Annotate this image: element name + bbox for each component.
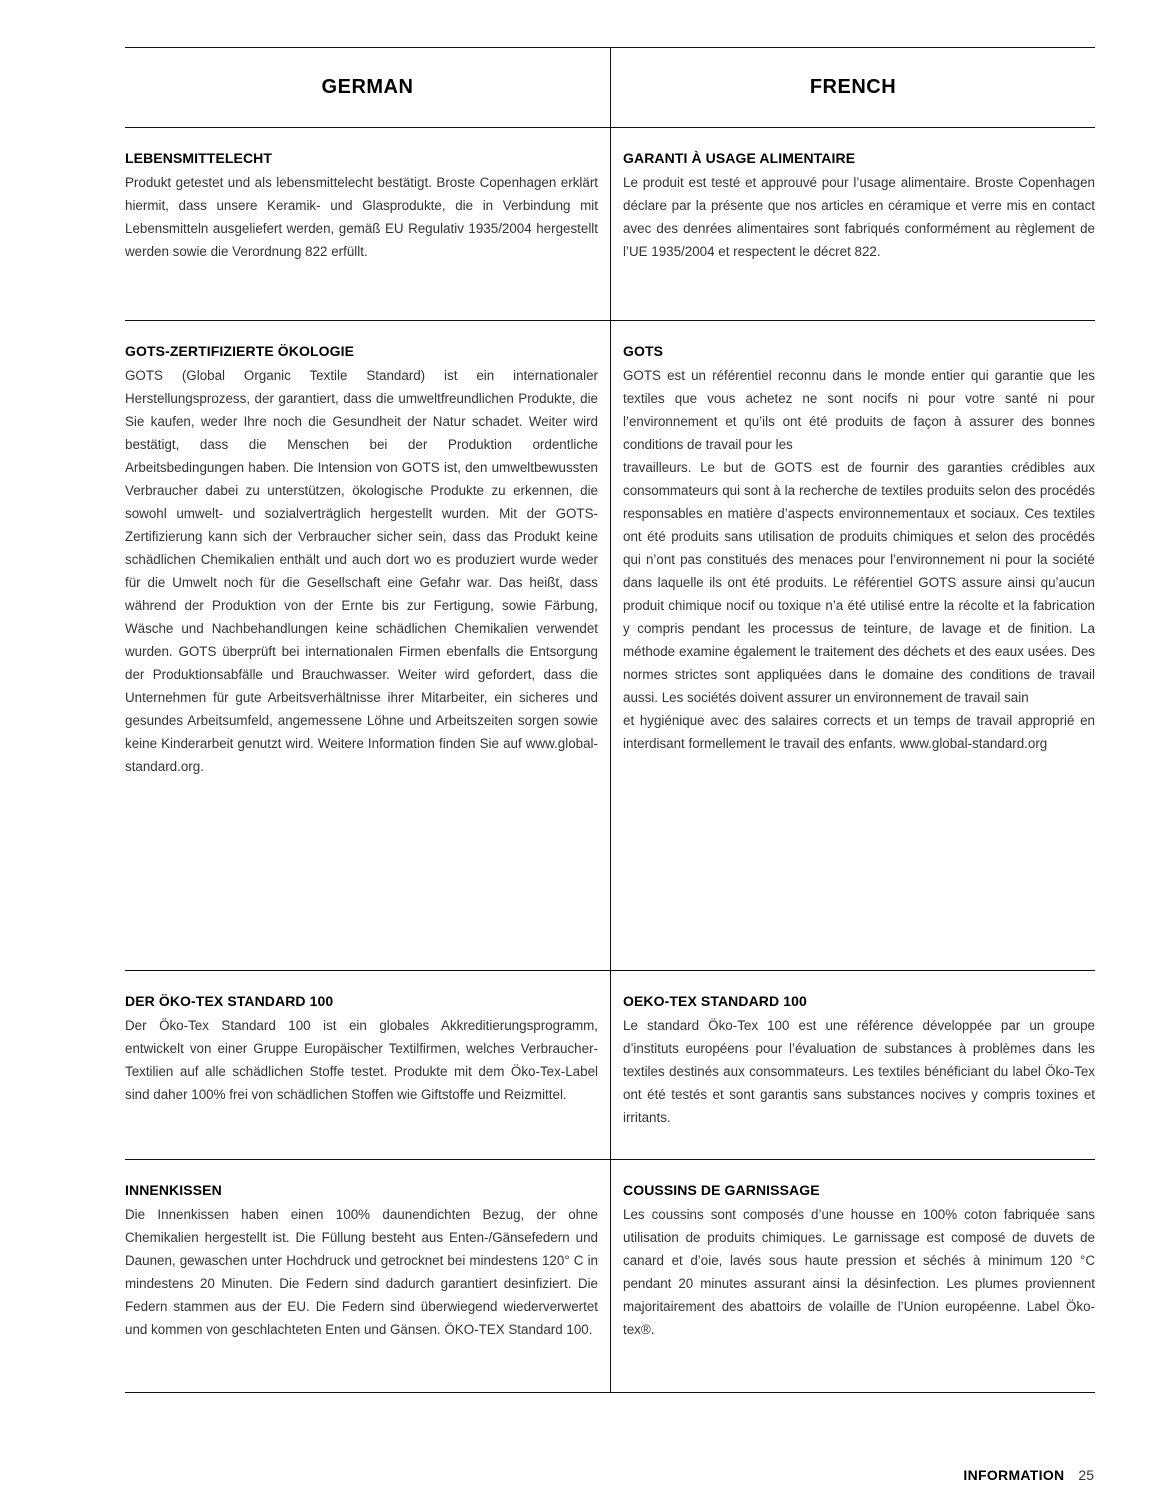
- section-title: COUSSINS DE GARNISSAGE: [623, 1182, 820, 1198]
- column-header-french: FRENCH: [809, 76, 897, 98]
- table-row: [125, 971, 1095, 1160]
- section-body: Die Innenkissen haben einen 100% daunendichten Bezug, der ohne Chemikalien hergestellt ist. Die Füllung besteht aus Enten-/Gänsefedern und Daunen, gewaschen unter Hochdruck und getrocknet bei mindestens 120° C in mindestens 20 Minuten. Die Federn sind dadurch garantiert desinfiziert. Die Federn stammen aus der EU. Die Federn sind überwiegend wiederverwertet und kommen von geschlachteten Enten und Gänsen. ÖKO-TEX Standard 100.: [125, 1207, 598, 1337]
- french-cell: [611, 971, 1095, 1159]
- section-title: DER ÖKO-TEX STANDARD 100: [125, 993, 334, 1009]
- section-body: GOTS est un référentiel reconnu dans le monde entier qui garantie que les textiles que vous achetez ne sont nocifs ni pour votre santé ni pour l’environnement et qu’ils ont été produits de façon à assurer des bonnes conditions de travail pour les travailleurs. Le but de GOTS est de fournir des garanties crédibles aux consommateurs qui sont à la recherche de textiles produits selon des procédés responsables en matière d’aspects environnementaux et sociaux. Ces textiles ont été produits sans utilisation de produits chimiques et selon des procédés qui n’ont pas constitués des menaces pour l’environnement ni pour la société dans laquelle ils ont été produits. Le référentiel GOTS assure ainsi qu’aucun produit chimique nocif ou toxique n’a été utilisé entre la récolte et la fabrication y compris pendant les processus de teinture, de lavage et de finition. La méthode examine également le traitement des déchets et des eaux usées. Des normes strictes sont appliquées dans le domaine des conditions de travail aussi. Les sociétés doivent assurer un environnement de travail sain et hygiénique avec des salaires corrects et un temps de travail approprié en interdisant formellement le travail des enfants. www.global-standard.org: [623, 368, 1095, 751]
- french-cell: [611, 321, 1095, 970]
- section-title: GARANTI À USAGE ALIMENTAIRE: [623, 150, 856, 166]
- section-title: INNENKISSEN: [125, 1182, 222, 1198]
- section-title: GOTS-ZERTIFIZIERTE ÖKOLOGIE: [125, 343, 355, 359]
- german-cell: [125, 321, 611, 970]
- translation-table: [125, 47, 1095, 1393]
- section-body: GOTS (Global Organic Textile Standard) ist ein internationaler Herstellungsprozess, der garantiert, dass die umweltfreundlichen Produkte, die Sie kaufen, weder Ihre noch die Gesundheit der Natur schadet. Weiter wird bestätigt, dass die Menschen bei der Produktion ordentliche Arbeitsbedingungen haben. Die Intension von GOTS ist, den umweltbewussten Verbraucher dabei zu unterstützen, ökologische Produkte zu erkennen, die sowohl umwelt- und sozialverträglich hergestellt wurden. Mit der GOTS-Zertifizierung kann sich der Verbraucher sicher sein, dass das Produkt keine schädlichen Chemikalien enthält und auch dort wo es produziert wurde weder für die Umwelt noch für die Gesellschaft eine Gefahr war. Das heißt, dass während der Produktion von der Ernte bis zur Fertigung, sowie Färbung, Wäsche und Nachbehandlungen keine schädlichen Chemikalien verwendet wurden. GOTS überprüft bei internationalen Firmen ebenfalls die Entsorgung der Produktionsabfälle und Brauchwasser. Weiter wird gefordert, dass die Unternehmen für gute Arbeitsverhältnisse ihrer Mitarbeiter, ein sicheres und gesundes Arbeitsumfeld, angemessene Löhne und Arbeitszeiten sorgen sowie keine Kinderarbeit genutzt wird. Weitere Information finden Sie auf www.global-standard.org.: [125, 368, 598, 774]
- german-cell: [125, 128, 611, 320]
- section-body: Produkt getestet und als lebensmittelecht bestätigt. Broste Copenhagen erklärt hiermit, dass unsere Keramik- und Glasprodukte, die in Verbindung mit Lebensmitteln ausgeliefert werden, gemäß EU Regulativ 1935/2004 hergestellt werden sowie die Verordnung 822 erfüllt.: [125, 175, 598, 259]
- french-cell: [611, 1160, 1095, 1392]
- french-cell: [611, 128, 1095, 320]
- footer-section-label: INFORMATION: [963, 1467, 1065, 1483]
- table-row: [125, 1160, 1095, 1393]
- table-row: [125, 321, 1095, 971]
- german-cell: [125, 971, 611, 1159]
- column-header-german: GERMAN: [125, 48, 611, 127]
- section-body: Le standard Öko-Tex 100 est une référence développée par un groupe d’instituts européens pour l’évaluation de substances à problèmes dans les textiles destinés aux consommateurs. Les textiles bénéficiant du label Öko-Tex ont été testés et sont garantis sans substances nocives y compris toxines et irritants.: [623, 1018, 1095, 1125]
- table-header-row: [125, 48, 1095, 128]
- section-body: Les coussins sont composés d’une housse en 100% coton fabriquée sans utilisation de produits chimiques. Le garnissage est composé de duvets de canard et d’oie, lavés sous haute pression et séchés à minimum 120 °C pendant 20 minutes assurant ainsi la désinfection. Les plumes proviennent majoritairement des abattoirs de volaille de l’Union européenne. Label Öko-tex®.: [623, 1207, 1095, 1337]
- section-title: LEBENSMITTELECHT: [125, 150, 273, 166]
- section-title: OEKO-TEX STANDARD 100: [623, 993, 807, 1009]
- page-number: 25: [1078, 1467, 1094, 1483]
- section-title: GOTS: [623, 343, 664, 359]
- page-footer: [963, 1467, 1094, 1483]
- table-row: [125, 128, 1095, 321]
- section-body: Le produit est testé et approuvé pour l’usage alimentaire. Broste Copenhagen déclare par la présente que nos articles en céramique et verre mis en contact avec des denrées alimentaires sont fabriqués conformément au règlement de l’UE 1935/2004 et respectent le décret 822.: [623, 175, 1095, 259]
- section-body: Der Öko-Tex Standard 100 ist ein globales Akkreditierungsprogramm, entwickelt von einer Gruppe Europäischer Textilfirmen, welches Verbraucher-Textilien auf alle schädlichen Stoffe testet. Produkte mit dem Öko-Tex-Label sind daher 100% frei von schädlichen Stoffen wie Giftstoffe und Reizmittel.: [125, 1018, 598, 1102]
- german-cell: [125, 1160, 611, 1392]
